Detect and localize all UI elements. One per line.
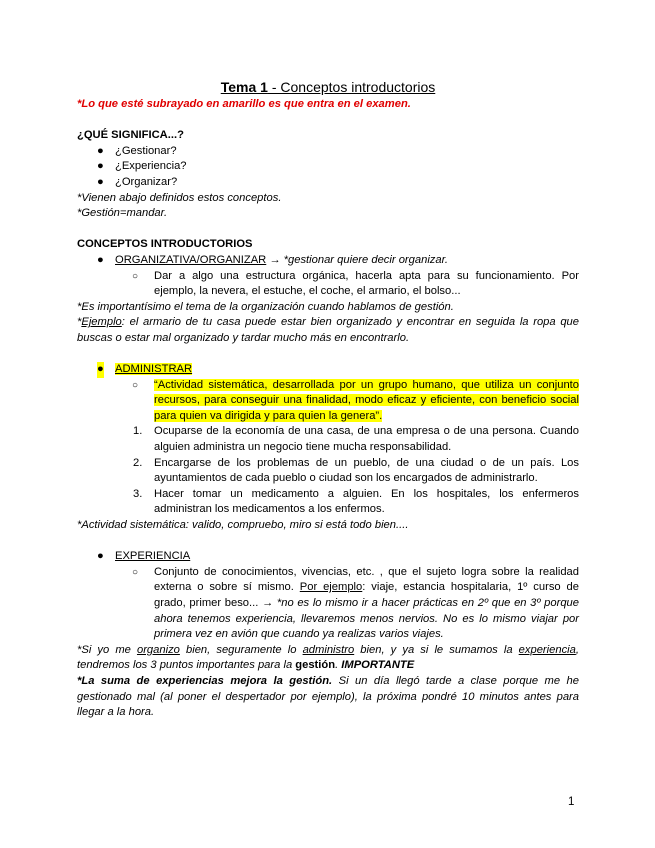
title-rest: - Conceptos introductorios <box>267 79 436 95</box>
exam-note: *Lo que esté subrayado en amarillo es que entra en el examen. <box>77 98 411 110</box>
circle-bullet-icon: ○ <box>132 270 139 282</box>
bullet-icon: ● <box>97 160 104 173</box>
note-actividad-sistematica: *Actividad sistemática: valido, compruebo, miro si está todo bien.... <box>77 519 409 532</box>
list-item-administrar: ● ADMINISTRAR <box>77 362 579 378</box>
page-number: 1 <box>568 796 575 808</box>
bullet-icon: ● <box>97 144 104 157</box>
sub-item-experiencia: ○ Conjunto de conocimientos, vivencias, etc. , que el sujeto logra sobre la realidad externa o sobre sí mismo. Por ejemplo: viaje, estancia hospitalaria, 1º curso de grado, primer beso... → *no es lo mismo ir a hacer prácticas en 2º que en 3º porque ahora tenemos experiencia, llevaremos menos nervios. No es lo mismo viajar por primera vez en avión que cuando ya realizas varios viajes. <box>132 565 579 641</box>
circle-bullet-icon: ○ <box>132 566 139 578</box>
list-item-experiencia: ● EXPERIENCIA <box>77 549 579 565</box>
note-suma-experiencias: *La suma de experiencias mejora la gestión. Si un día llegó tarde a clase porque me he gestionado mal (al poner el despertador por ejemplo), la próxima pondré 10 minutos antes para llegar a la hora. <box>77 674 579 719</box>
list-item-organizar: ● ORGANIZATIVA/ORGANIZAR → *gestionar quiere decir organizar. <box>77 253 579 269</box>
page-content <box>77 78 579 721</box>
sub-item-organizar: ○ Dar a algo una estructura orgánica, hacerla apta para su funcionamiento. Por ejemplo, la nevera, el estuche, el coche, el armario, el bolso... <box>132 269 579 298</box>
page-title <box>77 78 579 96</box>
note-gestion-importante: *Si yo me organizo bien, seguramente lo administro bien, y ya si le sumamos la experiencia, tendremos los 3 puntos importantes para la gestión. IMPORTANTE <box>77 643 579 672</box>
note-importante-organizacion: *Es importantísimo el tema de la organización cuando hablamos de gestión. <box>77 300 454 313</box>
list-item: ● ¿Gestionar? <box>77 144 579 160</box>
numbered-item: 2. Encargarse de los problemas de un pueblo, de una ciudad o de un país. Los ayuntamientos de cada pueblo o ciudad son los encargados de administrarlo. <box>133 456 579 485</box>
title-main: Tema 1 <box>220 79 268 95</box>
list-item: ● ¿Experiencia? <box>77 159 579 175</box>
sub-item-administrar-definicion: ○ “Actividad sistemática, desarrollada por un grupo humano, que utiliza un conjunto recursos, para conseguir una finalidad, modo eficaz y eficiente, con beneficio social para quien va dirigida y para quien la genera”. <box>132 378 579 422</box>
section-heading-significa: ¿QUÉ SIGNIFICA...? <box>77 129 184 142</box>
numbered-item: 1. Ocuparse de la economía de una casa, de una empresa o de una persona. Cuando alguien administra un negocio tiene mucha responsabilidad. <box>133 425 579 454</box>
bullet-icon: ● <box>97 253 104 266</box>
section-heading-conceptos: CONCEPTOS INTRODUCTORIOS <box>77 238 253 251</box>
note-definidos: *Vienen abajo definidos estos conceptos. <box>77 191 282 204</box>
bullet-icon: ● <box>97 550 104 563</box>
list-item: ● ¿Organizar? <box>77 175 579 191</box>
bullet-icon: ● <box>97 362 104 378</box>
circle-bullet-icon: ○ <box>132 379 139 391</box>
note-gestion: *Gestión=mandar. <box>77 207 168 220</box>
numbered-item: 3. Hacer tomar un medicamento a alguien. En los hospitales, los enfermeros administran los medicamentos a los enfermos. <box>133 487 579 516</box>
note-ejemplo-armario: *Ejemplo: el armario de tu casa puede estar bien organizado y encontrar en seguida la ropa que buscas o estar mal organizado y tardar mucho más en encontrarlo. <box>77 316 579 344</box>
bullet-icon: ● <box>97 175 104 188</box>
